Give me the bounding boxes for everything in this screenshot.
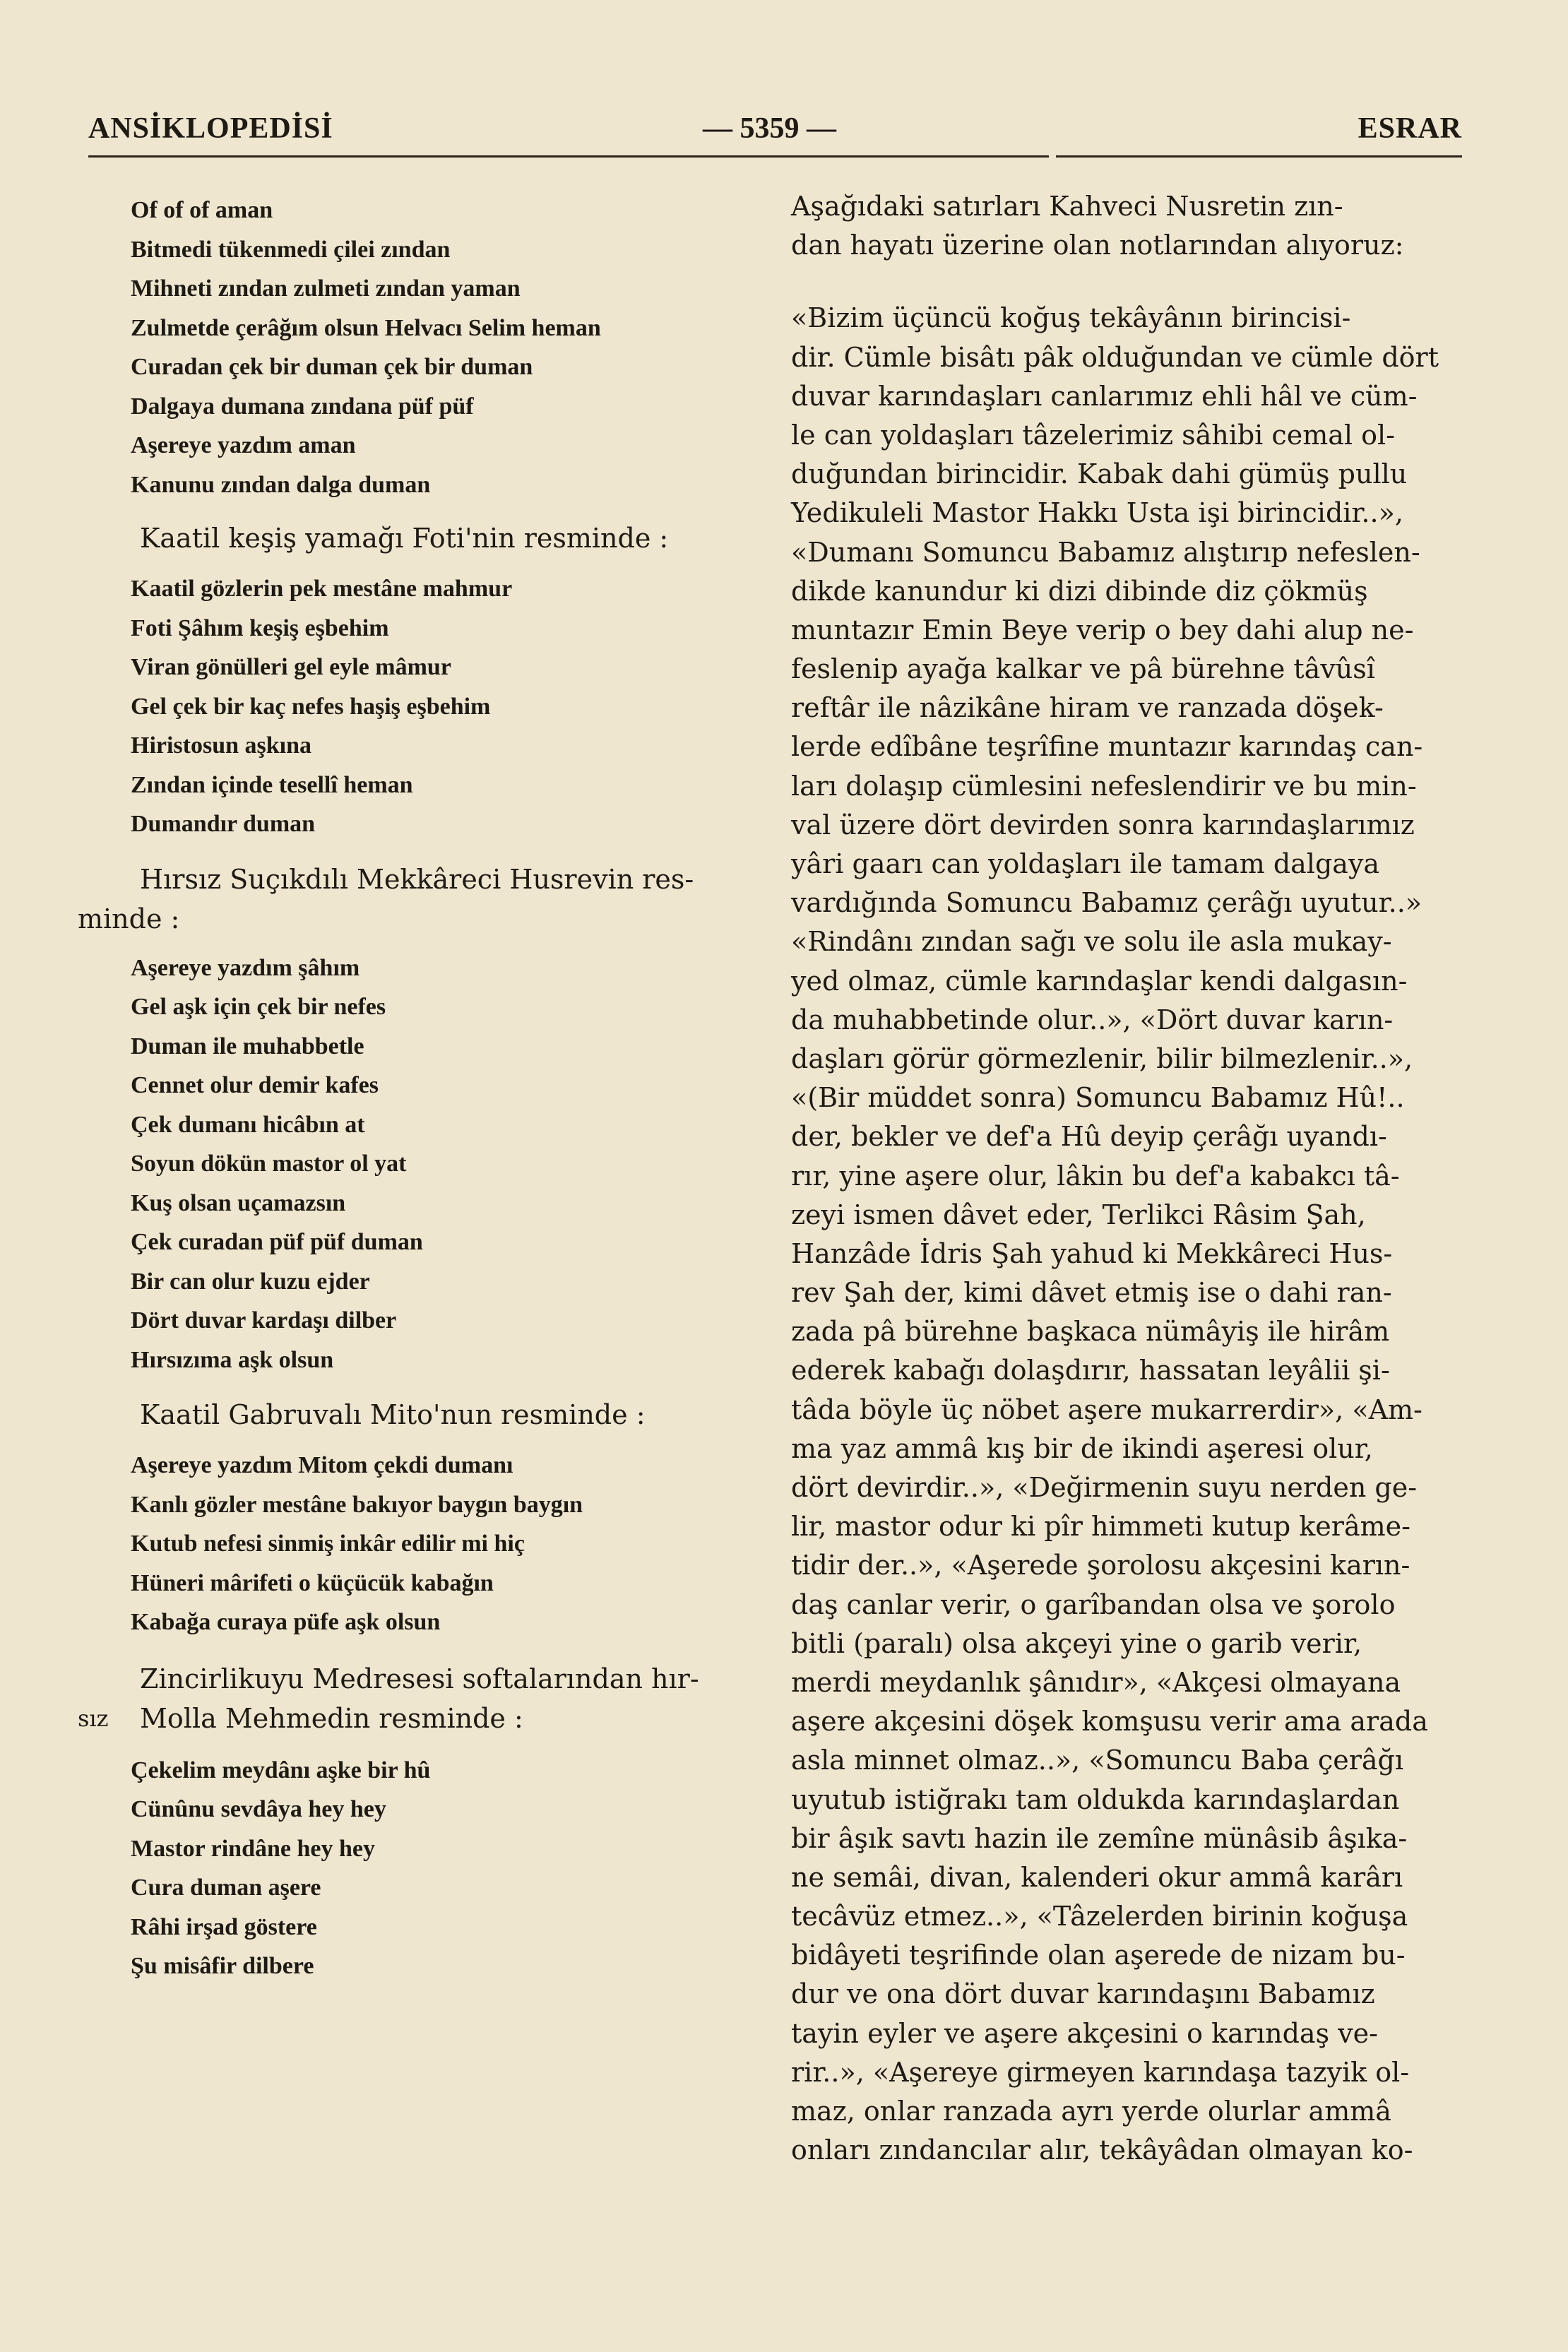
intro-paragraph xyxy=(791,187,1473,265)
text-line: tâda böyle üç nöbet aşere mukarrerdir», «Am- xyxy=(791,1394,1423,1425)
text-line: «Bizim üçüncü koğuş tekâyânın birincisi- xyxy=(791,302,1351,334)
text-line: tecâvüz etmez..», «Tâzelerden birinin koğuşa xyxy=(791,1901,1408,1932)
text-line: yed olmaz, cümle karındaşlar kendi dalgasın- xyxy=(791,965,1408,997)
text-line: reftâr ile nâzikâne hiram ve ranzada döşek- xyxy=(791,692,1384,724)
text-line: vardığında Somuncu Babamız çerâğı uyutur..» xyxy=(791,887,1423,919)
text-line: duğundan birincidir. Kabak dahi gümüş pullu xyxy=(791,458,1408,490)
text-line: aşere akçesini döşek komşusu verir ama arada xyxy=(791,1706,1428,1738)
text-line: val üzere dört devirden sonra karındaşlarımız xyxy=(791,809,1415,841)
text-line: rev Şah der, kimi dâvet etmiş ise o dahi ran- xyxy=(791,1277,1392,1309)
verse-line: Mastor rindâne hey hey xyxy=(131,1835,375,1862)
verse-line: Kanlı gözler mestâne bakıyor baygın baygın xyxy=(131,1491,583,1518)
verse-heading-4: Kaatil Gabruvalı Mito'nun resminde : xyxy=(140,1399,646,1430)
verse-line: Hüneri mârifeti o küçücük kabağın xyxy=(131,1569,494,1596)
text-line: zada pâ bürehne başkaca nümâyiş ile hirâm xyxy=(791,1316,1390,1348)
text-line: asla minnet olmaz..», «Somuncu Baba çerâğı xyxy=(791,1745,1404,1776)
text-line: dan hayatı üzerine olan notlarından alıyoruz: xyxy=(791,230,1404,261)
text-line: duvar karındaşları canlarımız ehli hâl ve cüm- xyxy=(791,380,1418,412)
verse-line: Zından içinde tesellî heman xyxy=(131,771,413,798)
verse-heading-2: Kaatil keşiş yamağı Foti'nin resminde : xyxy=(140,523,669,554)
verse-line: Soyun dökün mastor ol yat xyxy=(131,1151,407,1177)
verse-line: Of of of aman xyxy=(131,197,273,223)
text-line: dir. Cümle bisâtı pâk olduğundan ve cümle dört xyxy=(791,341,1439,373)
verse-block-5 xyxy=(78,1751,756,1986)
verse-line: Duman ile muhabbetle xyxy=(131,1033,364,1059)
verse-line: Dört duvar kardaşı dilber xyxy=(131,1307,397,1334)
verse-line: Aşereye yazdım Mitom çekdi dumanı xyxy=(131,1452,513,1478)
verse-line: Kabağa curaya püfe aşk olsun xyxy=(131,1609,441,1635)
verse-line: Foti Şâhım keşiş eşbehim xyxy=(131,614,389,641)
verse-block-1 xyxy=(78,191,756,504)
text-line: dur ve ona dört duvar karındaşını Babamız xyxy=(791,1978,1375,2010)
text-line: daşları görür görmezlenir, bilir bilmezlenir..», xyxy=(791,1043,1413,1074)
verse-line: Hırsızıma aşk olsun xyxy=(131,1346,334,1373)
text-line: bitli (paralı) olsa akçeyi yine o garib verir, xyxy=(791,1627,1362,1659)
text-line: rir..», «Aşereye girmeyen karındaşa tazyik ol- xyxy=(791,2056,1410,2088)
verse-heading-5-line1: Zincirlikuyu Medresesi softalarından hır- xyxy=(140,1663,699,1694)
header-title-right: ESRAR xyxy=(1358,112,1462,145)
text-line: «Dumanı Somuncu Babamız alıştırıp nefeslen- xyxy=(791,536,1420,568)
verse-line: Hiristosun aşkına xyxy=(131,732,312,759)
verse-line: Dalgaya dumana zındana püf püf xyxy=(131,393,474,420)
verse-line: Mihneti zından zulmeti zından yaman xyxy=(131,275,521,302)
verse-block-2 xyxy=(78,569,756,844)
text-line: uyutub istiğrakı tam oldukda karındaşlardan xyxy=(791,1783,1400,1815)
verse-line: Kanunu zından dalga duman xyxy=(131,471,431,498)
left-column xyxy=(78,191,756,1986)
text-line: der, bekler ve def'a Hû deyip çerâğı uyandı- xyxy=(791,1121,1387,1153)
text-line: da muhabbetinde olur..», «Dört duvar karın- xyxy=(791,1004,1394,1035)
verse-line: Çek curadan püf püf duman xyxy=(131,1229,423,1255)
verse-line: Kutub nefesi sinmiş inkâr edilir mi hiç xyxy=(131,1531,525,1557)
text-line: bidâyeti teşrifinde olan aşerede de nizam bu- xyxy=(791,1940,1406,1971)
text-line: dikde kanundur ki dizi dibinde diz çökmüş xyxy=(791,575,1368,607)
header-title-left: ANSİKLOPEDİSİ xyxy=(88,112,333,145)
header-rule-left xyxy=(88,155,1049,158)
verse-block-3 xyxy=(78,949,756,1380)
verse-heading-5-line2 xyxy=(78,1699,756,1738)
verse-line: Râhi irşad göstere xyxy=(131,1913,317,1940)
text-line: onları zındancılar alır, tekâyâdan olmayan ko- xyxy=(791,2134,1413,2166)
text-line: «Rindânı zından sağı ve solu ile asla mukay- xyxy=(791,926,1392,958)
body-paragraph xyxy=(791,299,1473,2170)
text-line: tayin eyler ve aşere akçesini o karındaş ve- xyxy=(791,2017,1378,2049)
text-line: «(Bir müddet sonra) Somuncu Babamız Hû!.. xyxy=(791,1082,1405,1114)
text-line: Aşağıdaki satırları Kahveci Nusretin zın- xyxy=(791,191,1343,222)
page-number: — 5359 — xyxy=(703,112,836,145)
verse-line: Çek dumanı hicâbın at xyxy=(131,1111,365,1138)
text-line: lir, mastor odur ki pîr himmeti kutup kerâme- xyxy=(791,1511,1410,1543)
text-line: ma yaz ammâ kış bir de ikindi aşeresi olur, xyxy=(791,1432,1373,1464)
text-line: Hanzâde İdris Şah yahud ki Mekkâreci Hus- xyxy=(791,1237,1393,1269)
text-line: le can yoldaşları tâzelerimiz sâhibi cemal ol- xyxy=(791,419,1395,451)
verse-line: Viran gönülleri gel eyle mâmur xyxy=(131,654,451,680)
text-line: ederek kabağı dolaşdırır, hassatan leyâlii şi- xyxy=(791,1355,1390,1386)
verse-line: Çekelim meydânı aşke bir hû xyxy=(131,1757,431,1783)
verse-block-4 xyxy=(78,1446,756,1642)
text-line: rır, yine aşere olur, lâkin bu def'a kabakcı tâ- xyxy=(791,1160,1400,1192)
verse-heading-3-line2: minde : xyxy=(78,903,180,934)
text-line: zeyi ismen dâvet eder, Terlikci Râsim Şah, xyxy=(791,1199,1366,1230)
verse-heading-3-line1: Hırsız Suçıkdılı Mekkâreci Husrevin res- xyxy=(140,863,694,895)
text-line: muntazır Emin Beye verip o bey dahi alup ne- xyxy=(791,614,1414,646)
verse-line: Kaatil gözlerin pek mestâne mahmur xyxy=(131,576,513,602)
text-line: merdi meydanlık şânıdır», «Akçesi olmayana xyxy=(791,1666,1401,1698)
text-line: lerde edîbâne teşrîfine muntazır karındaş can- xyxy=(791,731,1423,763)
text-line: dört devirdir..», «Değirmenin suyu nerden ge- xyxy=(791,1472,1418,1503)
verse-line: Şu misâfir dilbere xyxy=(131,1953,314,1979)
verse-line: Cünûnu sevdâya hey hey xyxy=(131,1796,386,1822)
verse-heading-5-lead: sız xyxy=(78,1704,109,1732)
text-line: bir âşık savtı hazin ile zemîne münâsib âşıka- xyxy=(791,1822,1408,1854)
verse-line: Gel çek bir kaç nefes haşiş eşbehim xyxy=(131,693,491,720)
text-line: feslenip ayağa kalkar ve pâ bürehne tâvûsî xyxy=(791,653,1375,685)
verse-line: Bitmedi tükenmedi çilei zından xyxy=(131,236,451,263)
running-header xyxy=(88,106,1462,155)
text-line: Yedikuleli Mastor Hakkı Usta işi birincidir..», xyxy=(791,497,1403,529)
text-line: yâri gaarı can yoldaşları ile tamam dalgaya xyxy=(791,848,1380,879)
text-line: daş canlar verir, o garîbandan olsa ve şorolo xyxy=(791,1588,1396,1620)
verse-line: Gel aşk için çek bir nefes xyxy=(131,994,386,1020)
verse-heading-5-text: Molla Mehmedin resminde : xyxy=(140,1702,523,1734)
verse-line: Kuş olsan uçamazsın xyxy=(131,1189,346,1216)
verse-line: Aşereye yazdım şâhım xyxy=(131,954,360,981)
verse-line: Cennet olur demir kafes xyxy=(131,1072,379,1098)
verse-line: Zulmetde çerâğım olsun Helvacı Selim heman xyxy=(131,314,601,341)
text-line: tidir der..», «Aşerede şorolosu akçesini karın- xyxy=(791,1550,1410,1581)
verse-line: Dumandır duman xyxy=(131,811,316,837)
right-column xyxy=(791,187,1473,2170)
text-line: ne semâi, divan, kalenderi okur ammâ karârı xyxy=(791,1861,1403,1893)
header-rule-right xyxy=(1056,155,1462,158)
text-line: ları dolaşıp cümlesini nefeslendirir ve bu min- xyxy=(791,770,1417,802)
verse-line: Cura duman aşere xyxy=(131,1875,321,1901)
verse-line: Aşereye yazdım aman xyxy=(131,432,356,458)
text-line: maz, onlar ranzada ayrı yerde olurlar ammâ xyxy=(791,2096,1391,2127)
verse-line: Curadan çek bir duman çek bir duman xyxy=(131,354,533,380)
verse-line: Bir can olur kuzu ejder xyxy=(131,1268,370,1295)
